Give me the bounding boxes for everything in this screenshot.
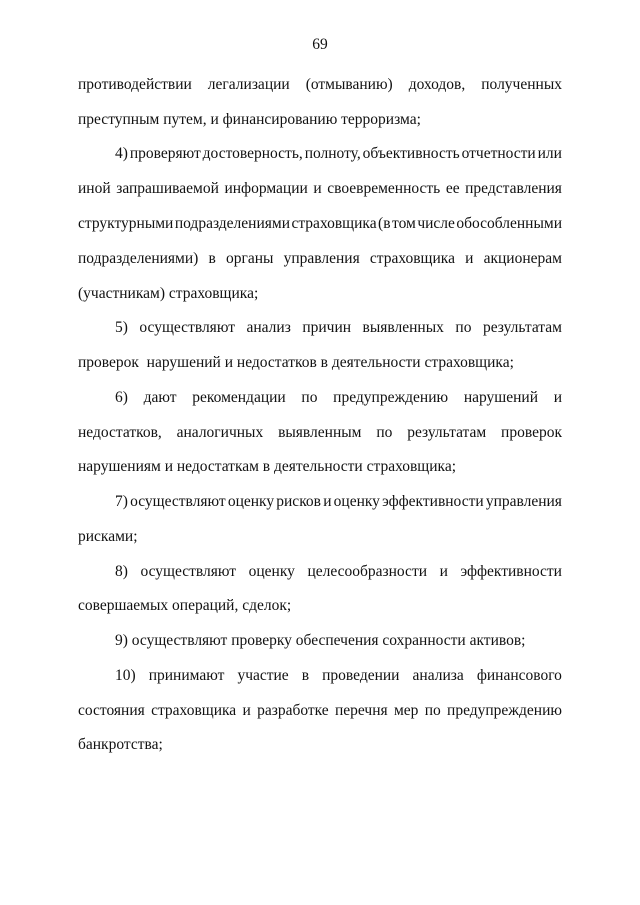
word: и xyxy=(313,180,322,197)
word: предупреждению xyxy=(447,702,562,719)
word: участие xyxy=(237,667,289,684)
word: объективность xyxy=(362,145,460,162)
word: информации xyxy=(224,180,308,197)
text-line xyxy=(115,666,562,686)
word: ее xyxy=(445,180,460,197)
text-line: нарушениям и недостаткам в деятельности страховщика; xyxy=(78,458,457,475)
word: проверяют xyxy=(129,145,201,162)
word: или xyxy=(537,145,562,162)
word: оценку xyxy=(333,493,380,510)
word: страховщика xyxy=(291,215,377,232)
text-line xyxy=(115,144,562,164)
word: принимают xyxy=(148,667,225,684)
word: результатам xyxy=(407,424,487,441)
text-line: проверок нарушений и недостатков в деятельности страховщика; xyxy=(78,354,514,371)
word: по xyxy=(376,424,393,441)
text-line xyxy=(115,492,562,512)
word: проверок xyxy=(501,424,562,441)
word: дают xyxy=(143,389,177,406)
word: разработке xyxy=(257,702,329,719)
word: том xyxy=(392,215,416,232)
word: доходов, xyxy=(408,76,466,93)
word: представления xyxy=(465,180,562,197)
word: проведении xyxy=(322,667,400,684)
word: полноту, xyxy=(304,145,361,162)
word: состояния xyxy=(78,702,145,719)
word: 5) xyxy=(115,319,128,336)
text-line xyxy=(78,423,562,443)
word: 10) xyxy=(115,667,136,684)
word: предупреждению xyxy=(333,389,449,406)
word: аналогичных xyxy=(176,424,264,441)
word: осуществляют xyxy=(139,319,235,336)
word: подразделениями xyxy=(174,215,290,232)
word: мер xyxy=(393,702,419,719)
word: в xyxy=(208,250,216,267)
text-line xyxy=(115,318,562,338)
text-line xyxy=(78,249,562,269)
word: рекомендации xyxy=(192,389,286,406)
word: подразделениями) xyxy=(78,250,199,267)
text-line xyxy=(78,179,562,199)
text-line: банкротства; xyxy=(78,736,163,753)
text-line: 9) осуществляют проверку обеспечения сохранности активов; xyxy=(115,632,526,649)
word: иной xyxy=(78,180,111,197)
word: противодействии xyxy=(78,76,192,93)
word: и xyxy=(323,493,332,510)
word: управления xyxy=(485,493,562,510)
word: причин xyxy=(302,319,352,336)
text-line xyxy=(115,562,562,582)
word: органы xyxy=(225,250,274,267)
word: страховщика xyxy=(369,250,455,267)
word: недостатков, xyxy=(78,424,162,441)
word: и xyxy=(553,389,562,406)
word: финансового xyxy=(476,667,562,684)
text-line xyxy=(78,214,562,234)
word: анализ xyxy=(246,319,291,336)
word: акционерам xyxy=(483,250,562,267)
word: (отмыванию) xyxy=(305,76,393,93)
word: по xyxy=(424,702,441,719)
word: запрашиваемой xyxy=(116,180,219,197)
text-line xyxy=(78,701,562,721)
word: полученных xyxy=(481,76,562,93)
text-line: преступным путем, и финансированию терроризма; xyxy=(78,111,421,128)
word: 4) xyxy=(115,145,128,162)
word: результатам xyxy=(482,319,562,336)
word: 7) xyxy=(115,493,128,510)
word: и xyxy=(242,702,251,719)
word: осуществляют xyxy=(140,563,237,580)
word: перечня xyxy=(335,702,388,719)
text-line: совершаемых операций, сделок; xyxy=(78,597,292,614)
word: 6) xyxy=(115,389,128,406)
word: обособленными xyxy=(456,215,562,232)
word: и xyxy=(439,563,448,580)
word: легализации xyxy=(207,76,290,93)
word: эффективности xyxy=(460,563,562,580)
page-number: 69 xyxy=(312,36,328,53)
word: отчетности xyxy=(461,145,536,162)
word: выявленным xyxy=(278,424,362,441)
text-line: (участникам) страховщика; xyxy=(78,285,259,302)
word: структурными xyxy=(78,215,174,232)
word: эффективности xyxy=(382,493,484,510)
word: достоверность, xyxy=(202,145,303,162)
word: рисков xyxy=(276,493,322,510)
word: осуществляют xyxy=(130,493,226,510)
text-line xyxy=(78,75,562,95)
word: 8) xyxy=(115,563,128,580)
text-line xyxy=(115,388,562,408)
word: по xyxy=(301,389,318,406)
text-line: рисками; xyxy=(78,528,138,545)
word: анализа xyxy=(412,667,464,684)
word: своевременность xyxy=(327,180,441,197)
word: числе xyxy=(417,215,455,232)
word: и xyxy=(465,250,474,267)
word: управления xyxy=(283,250,360,267)
word: (в xyxy=(378,215,391,232)
word: выявленных xyxy=(362,319,444,336)
word: по xyxy=(455,319,472,336)
word: страховщика xyxy=(151,702,237,719)
word: оценку xyxy=(248,563,295,580)
word: нарушений xyxy=(463,389,538,406)
word: оценку xyxy=(227,493,275,510)
word: в xyxy=(301,667,310,684)
word: целесообразности xyxy=(307,563,428,580)
